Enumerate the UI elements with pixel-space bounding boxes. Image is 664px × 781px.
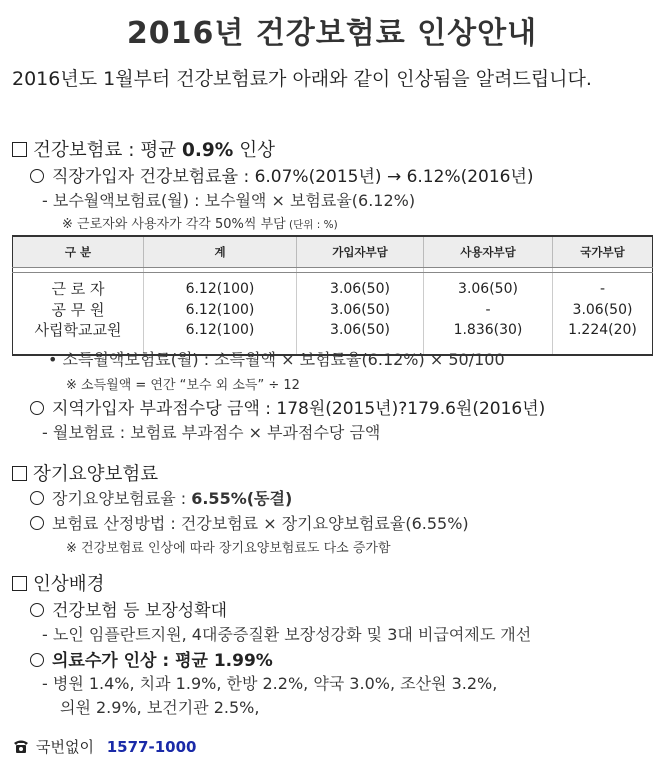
table-cell-category: 근 로 자 공 무 원 사립학교교원 <box>13 273 144 356</box>
circle-bullet-icon <box>30 401 44 415</box>
heading-suffix: 인상 <box>233 140 275 161</box>
table-header-cell: 구 분 <box>13 236 144 268</box>
fee-increase-line: 의료수가 인상 : 평균 1.99% <box>30 646 273 671</box>
table-cell-state: - 3.06(50) 1.224(20) <box>553 273 653 356</box>
table-header-cell: 계 <box>144 236 297 268</box>
table-header-cell: 가입자부담 <box>297 236 424 268</box>
checkbox-square-icon <box>12 142 27 157</box>
table-header-cell: 사용자부담 <box>424 236 553 268</box>
circle-bullet-icon <box>30 169 44 183</box>
unit-label: (단위 : %) <box>285 219 338 231</box>
income-note: ※ 소득월액 = 연간 “보수 외 소득” ÷ 12 <box>66 378 300 393</box>
coverage-expansion-line: 건강보험 등 보장성확대 <box>30 596 227 621</box>
table-cell-total: 6.12(100) 6.12(100) 6.12(100) <box>144 273 297 356</box>
ltc-note: ※ 건강보험료 인상에 따라 장기요양보험료도 다소 증가함 <box>66 541 391 556</box>
table-cell-subscriber: 3.06(50) 3.06(50) 3.06(50) <box>297 273 424 356</box>
table-cell-employer: 3.06(50) - 1.836(30) <box>424 273 553 356</box>
fee-detail-line-1: - 병원 1.4%, 치과 1.9%, 한방 2.2%, 약국 3.0%, 조산원 3.2%, <box>42 674 498 693</box>
checkbox-square-icon <box>12 466 27 481</box>
checkbox-square-icon <box>12 576 27 591</box>
section-health-insurance-heading <box>12 136 275 162</box>
circle-bullet-icon <box>30 653 44 667</box>
table-header-cell: 국가부담 <box>553 236 653 268</box>
heading-prefix: 건강보험료 : <box>33 140 135 161</box>
regional-rate-line: 지역가입자 부과점수당 금액 : 178원(2015년)?179.6원(2016년) <box>30 394 545 419</box>
section-background-heading: 인상배경 <box>12 570 104 596</box>
contact-line <box>12 736 196 758</box>
circle-bullet-icon <box>30 603 44 617</box>
table-row <box>13 273 653 356</box>
ltc-method-line: 보험료 산정방법 : 건강보험료 × 장기요양보험료율(6.55%) <box>30 511 469 534</box>
burden-rate-table <box>12 235 653 356</box>
monthly-wage-premium-line: - 보수월액보험료(월) : 보수월액 × 보험료율(6.12%) <box>42 191 416 210</box>
contact-label: 국번없이 <box>36 738 94 756</box>
page-title: 2016년 건강보험료 인상안내 <box>126 16 538 51</box>
table-header-row <box>13 236 653 268</box>
circle-bullet-icon <box>30 491 44 505</box>
employee-rate-line: 직장가입자 건강보험료율 : 6.07%(2015년) → 6.12%(2016년) <box>30 162 534 187</box>
phone-icon <box>12 738 30 758</box>
burden-note: ※ 근로자와 사용자가 각각 50%씩 부담 (단위 : %) <box>62 217 338 232</box>
heading-bold-rate: 0.9% <box>182 140 234 161</box>
phone-number: 1577-1000 <box>106 738 197 756</box>
section-long-term-care-heading: 장기요양보험료 <box>12 460 158 486</box>
intro-text: 2016년도 1월부터 건강보험료가 아래와 같이 인상됨을 알려드립니다. <box>12 68 592 90</box>
circle-bullet-icon <box>30 516 44 530</box>
coverage-detail-line: - 노인 임플란트지원, 4대중증질환 보장성강화 및 3대 비급여제도 개선 <box>42 625 532 644</box>
regional-monthly-line: - 월보험료 : 보험료 부과점수 × 부과점수당 금액 <box>42 423 381 442</box>
ltc-rate-line: 장기요양보험료율 : 6.55%(동결) <box>30 486 292 509</box>
income-premium-line: • 소득월액보험료(월) : 소득월액 × 보험료율(6.12%) × 50/100 <box>48 350 505 369</box>
fee-detail-line-2: 의원 2.9%, 보건기관 2.5%, <box>60 698 260 717</box>
heading-text: 평균 <box>134 140 182 161</box>
